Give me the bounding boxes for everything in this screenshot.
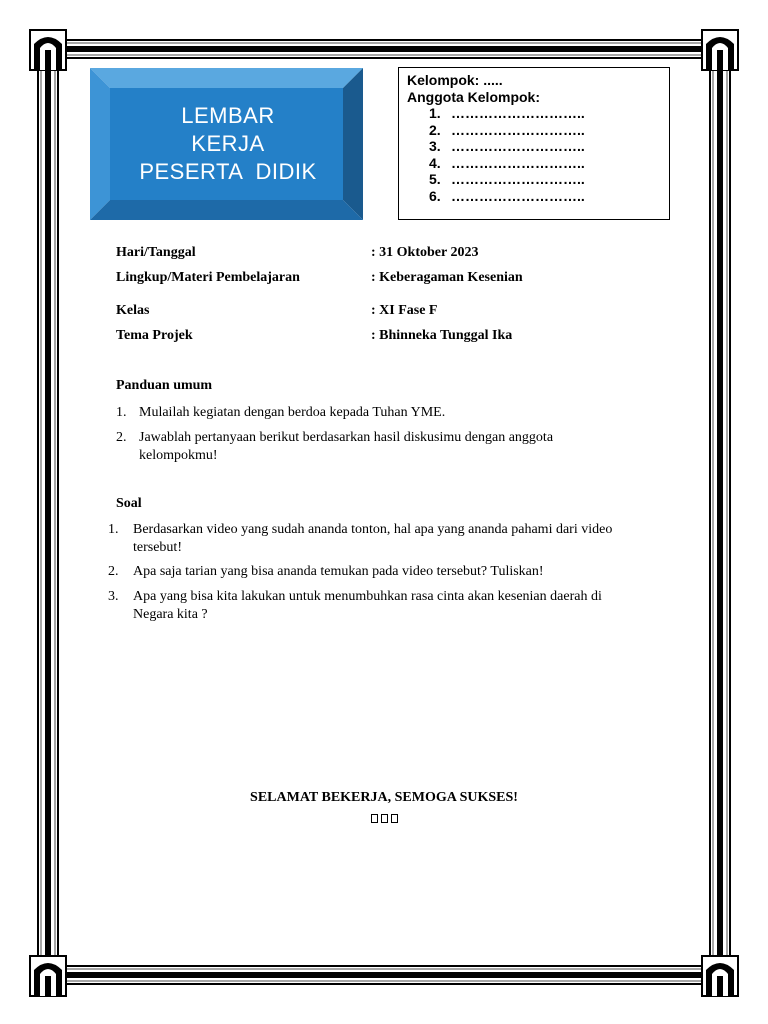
member-number: 4. (429, 154, 441, 171)
member-blank: ……………………….. (451, 138, 585, 154)
missing-glyph-icon (391, 814, 398, 823)
member-blank: ……………………….. (451, 171, 585, 187)
guide-item-text: Mulailah kegiatan dengan berdoa kepada Tuhan YME. (139, 405, 446, 420)
question-text-line: Apa saja tarian yang bisa ananda temukan pada video tersebut? Tuliskan! (133, 564, 544, 579)
guide-item-text-line: Jawablah pertanyaan berikut berdasarkan hasil diskusimu dengan anggota (139, 430, 554, 445)
member-item (429, 105, 669, 122)
border-left (38, 50, 58, 974)
question-number: 2. (108, 564, 119, 579)
group-label: Kelompok: ..... (407, 72, 503, 88)
info-value: : Keberagaman Kesenian (371, 270, 523, 285)
corner-ornament-top-left (30, 30, 66, 70)
question-item (108, 521, 688, 557)
question-number: 3. (108, 589, 119, 604)
member-item (429, 122, 669, 139)
member-number: 3. (429, 138, 441, 154)
corner-ornament-top-right (702, 30, 738, 70)
border-bottom (50, 966, 720, 984)
title-bevel-left (90, 68, 110, 220)
questions-heading: Soal (116, 496, 142, 511)
member-number: 5. (429, 171, 441, 187)
info-label: Kelas (116, 303, 150, 318)
border-top (50, 40, 720, 58)
member-blank: ……………………….. (451, 187, 585, 204)
closing-message: SELAMAT BEKERJA, SEMOGA SUKSES! (250, 790, 518, 805)
member-item (429, 171, 669, 188)
missing-glyph-icon (371, 814, 378, 823)
border-right (710, 50, 730, 974)
title-text (110, 88, 346, 200)
member-item (429, 138, 669, 155)
missing-glyph-icon (381, 814, 388, 823)
question-text-line: Berdasarkan video yang sudah ananda tonton, hal apa yang ananda pahami dari video (133, 522, 613, 537)
question-text-line: Apa yang bisa kita lakukan untuk menumbuhkan rasa cinta akan kesenian daerah di (133, 589, 602, 604)
guide-item-number: 2. (116, 430, 127, 445)
guide-item-text (139, 429, 553, 465)
question-item (108, 588, 688, 624)
question-text-line: tersebut! (133, 540, 182, 555)
member-number: 2. (429, 121, 441, 138)
info-value: : Bhinneka Tunggal Ika (371, 328, 513, 343)
info-label: Hari/Tanggal (116, 245, 196, 260)
info-value: : XI Fase F (371, 303, 438, 318)
info-value: : 31 Oktober 2023 (371, 245, 479, 260)
title-bevel-bottom (90, 200, 363, 220)
member-item (429, 188, 669, 205)
member-blank: ……………………….. (451, 121, 585, 138)
title-line-1: LEMBAR (181, 103, 275, 128)
member-number: 1. (429, 105, 441, 121)
question-text (133, 563, 544, 581)
question-number: 1. (108, 522, 119, 537)
corner-ornament-bottom-right (702, 956, 738, 996)
title-bevel-top (90, 68, 363, 88)
member-item (429, 155, 669, 172)
guide-item-text-line: kelompokmu! (139, 448, 218, 463)
member-blank: ……………………….. (451, 154, 585, 171)
group-members-box (398, 67, 670, 220)
members-label: Anggota Kelompok: (407, 88, 540, 105)
member-number: 6. (429, 187, 441, 204)
corner-ornament-bottom-left (30, 956, 66, 996)
guide-item (116, 429, 676, 465)
member-blank: ……………………….. (451, 105, 585, 121)
members-list (407, 105, 669, 204)
question-text (133, 588, 602, 624)
guide-item-number: 1. (116, 405, 127, 420)
question-text (133, 521, 612, 557)
closing-placeholder-glyphs (0, 814, 768, 823)
title-line-2: KERJA (191, 131, 265, 156)
question-text-line: Negara kita ? (133, 607, 208, 622)
guide-heading: Panduan umum (116, 378, 213, 393)
info-label: Lingkup/Materi Pembelajaran (116, 270, 300, 285)
info-label: Tema Projek (116, 328, 193, 343)
title-line-3: PESERTA DIDIK (139, 159, 317, 184)
title-bevel-right (343, 68, 363, 220)
